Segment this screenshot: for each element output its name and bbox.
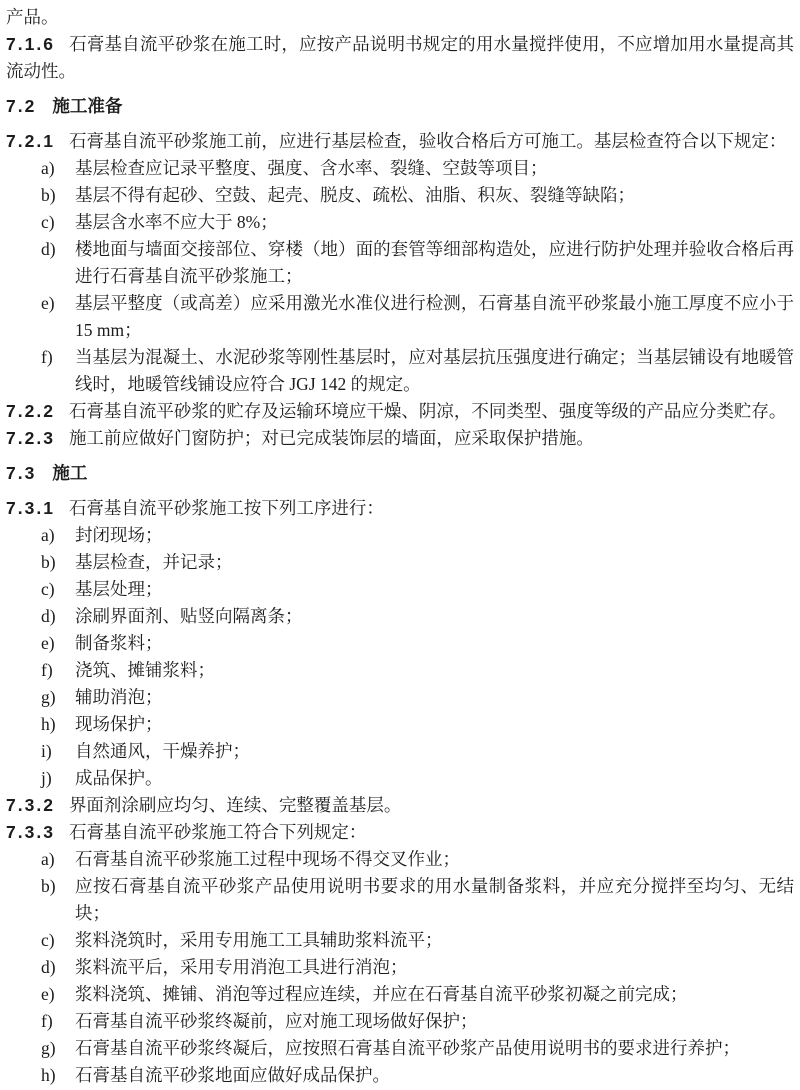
item-text: 基层检查应记录平整度、强度、含水率、裂缝、空鼓等项目； [75,158,548,178]
item-text: 浇筑、摊铺浆料； [75,660,215,680]
list-item-7-2-1-e [6,290,794,344]
clause-text: 石膏基自流平砂浆施工符合下列规定： [68,822,367,842]
paragraph-overflow-fragment: 产品。 [6,7,59,27]
item-text: 制备浆料； [75,633,163,653]
list-item-7-2-1-f [6,344,794,398]
item-label: b) [41,876,56,896]
item-text: 石膏基自流平砂浆终凝前，应对施工现场做好保护； [75,1011,478,1031]
clause-number: 7.2.2 [6,401,55,421]
list-item-7-3-1-g [6,684,794,711]
item-label: a) [41,158,55,178]
item-label: c) [41,930,55,950]
item-text: 基层不得有起砂、空鼓、起壳、脱皮、疏松、油脂、积灰、裂缝等缺陷； [75,185,635,205]
heading-number: 7.2 [6,96,37,116]
clause-text: 施工前应做好门窗防护；对已完成装饰层的墙面，应采取保护措施。 [68,428,594,448]
item-label: f) [41,1011,53,1031]
item-text: 石膏基自流平砂浆施工过程中现场不得交叉作业； [75,849,460,869]
clause-text: 石膏基自流平砂浆在施工时，应按产品说明书规定的用水量搅拌使用，不应增加用水量提高其流动性。 [6,34,794,81]
clause-7-3-3 [6,819,794,846]
section-heading-7-3 [6,460,794,487]
list-item-7-2-1-b [6,182,794,209]
list-item-7-2-1-a [6,155,794,182]
heading-title: 施工 [52,463,88,483]
item-text: 基层含水率不应大于 8%； [75,212,278,232]
item-label: i) [41,741,52,761]
item-text: 基层平整度（或高差）应采用激光水准仪进行检测，石膏基自流平砂浆最小施工厚度不应小于 15 mm； [75,293,794,340]
item-text: 当基层为混凝土、水泥砂浆等刚性基层时，应对基层抗压强度进行确定；当基层铺设有地暖管线时，地暖管线铺设应符合 JGJ 142 的规定。 [75,347,794,394]
item-label: h) [41,714,56,734]
item-text: 自然通风，干燥养护； [75,741,250,761]
item-label: f) [41,347,53,367]
list-item-7-3-1-c [6,576,794,603]
item-label: g) [41,687,56,707]
clause-7-1-6 [6,31,794,85]
list-item-7-3-3-h [6,1062,794,1089]
item-label: e) [41,293,55,313]
item-label: d) [41,606,56,626]
clause-number: 7.2.1 [6,131,55,151]
item-label: g) [41,1038,56,1058]
section-heading-7-2 [6,93,794,120]
item-label: j) [41,768,52,788]
clause-7-2-1 [6,128,794,155]
list-item-7-3-1-i [6,738,794,765]
item-label: f) [41,660,53,680]
list-item-7-3-1-d [6,603,794,630]
item-text: 楼地面与墙面交接部位、穿楼（地）面的套管等细部构造处，应进行防护处理并验收合格后再进行石膏基自流平砂浆施工； [75,239,794,286]
item-label: h) [41,1065,56,1085]
item-text: 封闭现场； [75,525,163,545]
list-item-7-3-1-a [6,522,794,549]
clause-number: 7.2.3 [6,428,55,448]
item-text: 浆料浇筑、摊铺、消泡等过程应连续，并应在石膏基自流平砂浆初凝之前完成； [75,984,688,1004]
item-text: 浆料浇筑时，采用专用施工工具辅助浆料流平； [75,930,443,950]
list-item-7-3-3-c [6,927,794,954]
item-text: 基层检查，并记录； [75,552,233,572]
list-item-7-3-3-g [6,1035,794,1062]
list-item-7-3-3-a [6,846,794,873]
item-label: b) [41,185,56,205]
list-item-7-3-1-e [6,630,794,657]
list-item-7-3-3-f [6,1008,794,1035]
item-text: 现场保护； [75,714,163,734]
clause-7-3-2 [6,792,794,819]
item-text: 应按石膏基自流平砂浆产品使用说明书要求的用水量制备浆料，并应充分搅拌至均匀、无结块； [75,876,794,923]
clause-text: 石膏基自流平砂浆施工按下列工序进行： [68,498,384,518]
clause-7-2-3 [6,425,794,452]
item-text: 浆料流平后，采用专用消泡工具进行消泡； [75,957,408,977]
item-text: 石膏基自流平砂浆终凝后，应按照石膏基自流平砂浆产品使用说明书的要求进行养护； [75,1038,740,1058]
list-item-7-3-3-e [6,981,794,1008]
clause-text: 石膏基自流平砂浆的贮存及运输环境应干燥、阴凉，不同类型、强度等级的产品应分类贮存。 [68,401,787,421]
item-label: a) [41,525,55,545]
clause-number: 7.1.6 [6,34,55,54]
list-item-7-3-1-j [6,765,794,792]
clause-number: 7.3.3 [6,822,55,842]
list-item-7-3-1-f [6,657,794,684]
item-label: c) [41,212,55,232]
item-text: 石膏基自流平砂浆地面应做好成品保护。 [75,1065,390,1085]
list-item-7-3-3-d [6,954,794,981]
item-text: 涂刷界面剂、贴竖向隔离条； [75,606,303,626]
list-item-7-3-3-b [6,873,794,927]
item-label: e) [41,633,55,653]
item-text: 辅助消泡； [75,687,163,707]
list-item-7-2-1-c [6,209,794,236]
list-item-7-2-1-d [6,236,794,290]
clause-number: 7.3.2 [6,795,55,815]
list-item-7-3-1-h [6,711,794,738]
clause-text: 石膏基自流平砂浆施工前，应进行基层检查，验收合格后方可施工。基层检查符合以下规定： [68,131,787,151]
clause-number: 7.3.1 [6,498,55,518]
item-label: c) [41,579,55,599]
heading-number: 7.3 [6,463,37,483]
item-label: e) [41,984,55,1004]
list-item-7-3-1-b [6,549,794,576]
item-label: b) [41,552,56,572]
clause-7-2-2 [6,398,794,425]
heading-title: 施工准备 [52,96,123,116]
item-label: d) [41,957,56,977]
item-text: 基层处理； [75,579,163,599]
item-label: a) [41,849,55,869]
item-label: d) [41,239,56,259]
clause-text: 界面剂涂刷应均匀、连续、完整覆盖基层。 [68,795,402,815]
clause-7-3-1 [6,495,794,522]
item-text: 成品保护。 [75,768,163,788]
